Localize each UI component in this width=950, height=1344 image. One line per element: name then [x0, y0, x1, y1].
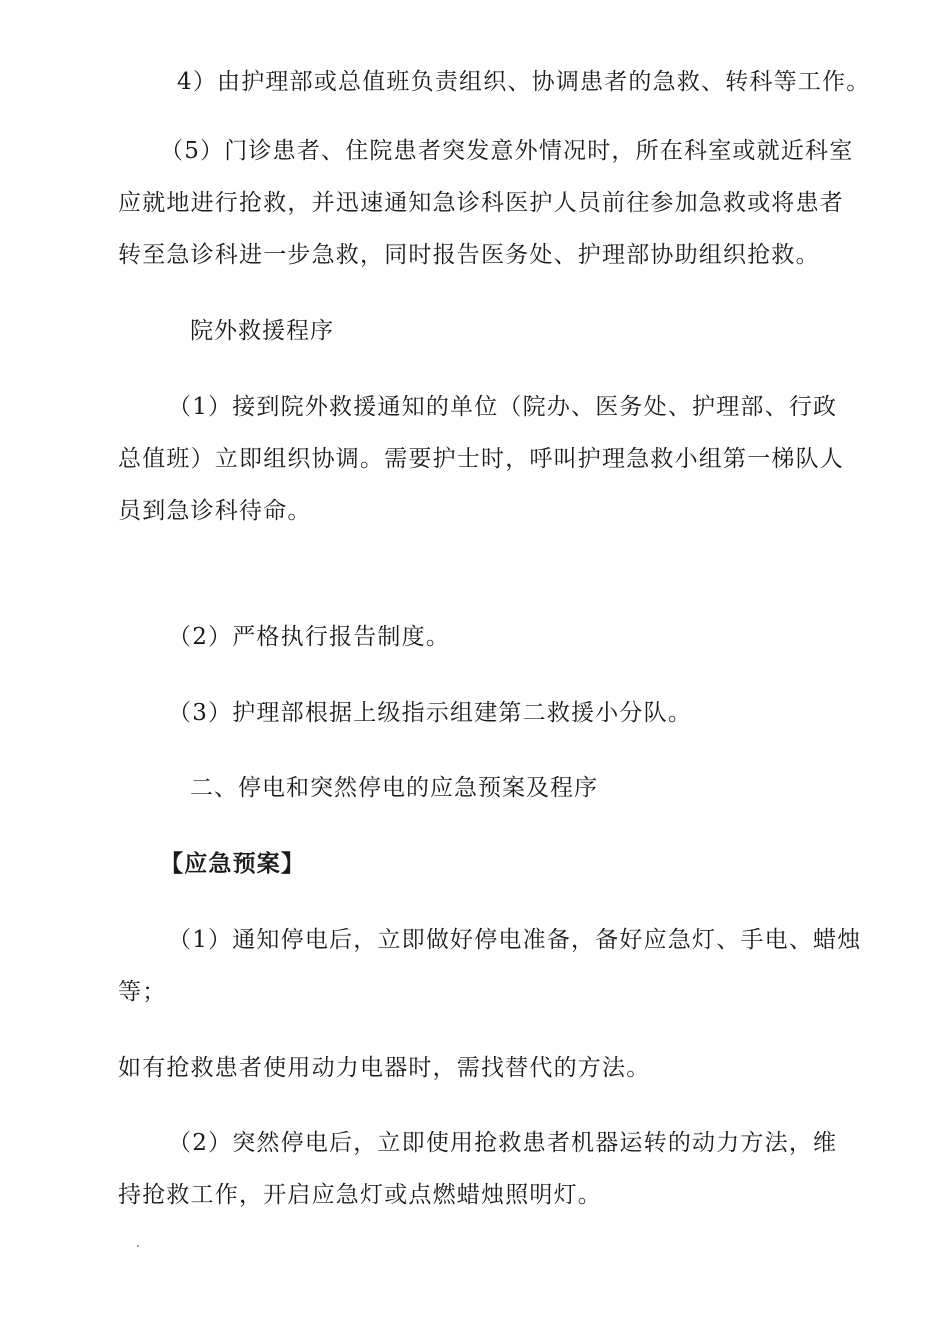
paragraph-item-5-line-2: 应就地进行抢救，并迅速通知急诊科医护人员前往参加急救或将患者 [118, 190, 844, 216]
rescue-step-1-line-1: （1）接到院外救援通知的单位（院办、医务处、护理部、行政 [168, 394, 838, 420]
plan-note-line: 如有抢救患者使用动力电器时，需找替代的方法。 [118, 1055, 651, 1081]
section-heading-outside-rescue: 院外救援程序 [190, 318, 334, 344]
section-heading-power-outage: 二、停电和突然停电的应急预案及程序 [190, 775, 598, 801]
plan-step-2-line-1: （2）突然停电后，立即使用抢救患者机器运转的动力方法，维 [168, 1130, 838, 1156]
paragraph-item-4: 4）由护理部或总值班负责组织、协调患者的急救、转科等工作。 [177, 69, 871, 95]
rescue-step-2: （2）严格执行报告制度。 [168, 624, 451, 650]
subheading-emergency-plan: 【应急预案】 [160, 850, 306, 877]
plan-step-1-line-1: （1）通知停电后，立即做好停电准备，备好应急灯、手电、蜡烛 [168, 927, 862, 953]
rescue-step-3: （3）护理部根据上级指示组建第二救援小分队。 [168, 700, 693, 726]
paragraph-item-5-line-1: （5）门诊患者、住院患者突发意外情况时，所在科室或就近科室 [160, 138, 854, 164]
plan-step-2-line-2: 持抢救工作，开启应急灯或点燃蜡烛照明灯。 [118, 1182, 602, 1208]
rescue-step-1-line-2: 总值班）立即组织协调。需要护士时，呼叫护理急救小组第一梯队人 [118, 446, 844, 472]
rescue-step-1-line-3: 员到急诊科待命。 [118, 498, 312, 524]
paragraph-item-5-line-3: 转至急诊科进一步急救，同时报告医务处、护理部协助组织抢救。 [118, 242, 820, 268]
plan-step-1-line-2: 等； [118, 979, 167, 1005]
stray-mark [137, 1245, 139, 1247]
